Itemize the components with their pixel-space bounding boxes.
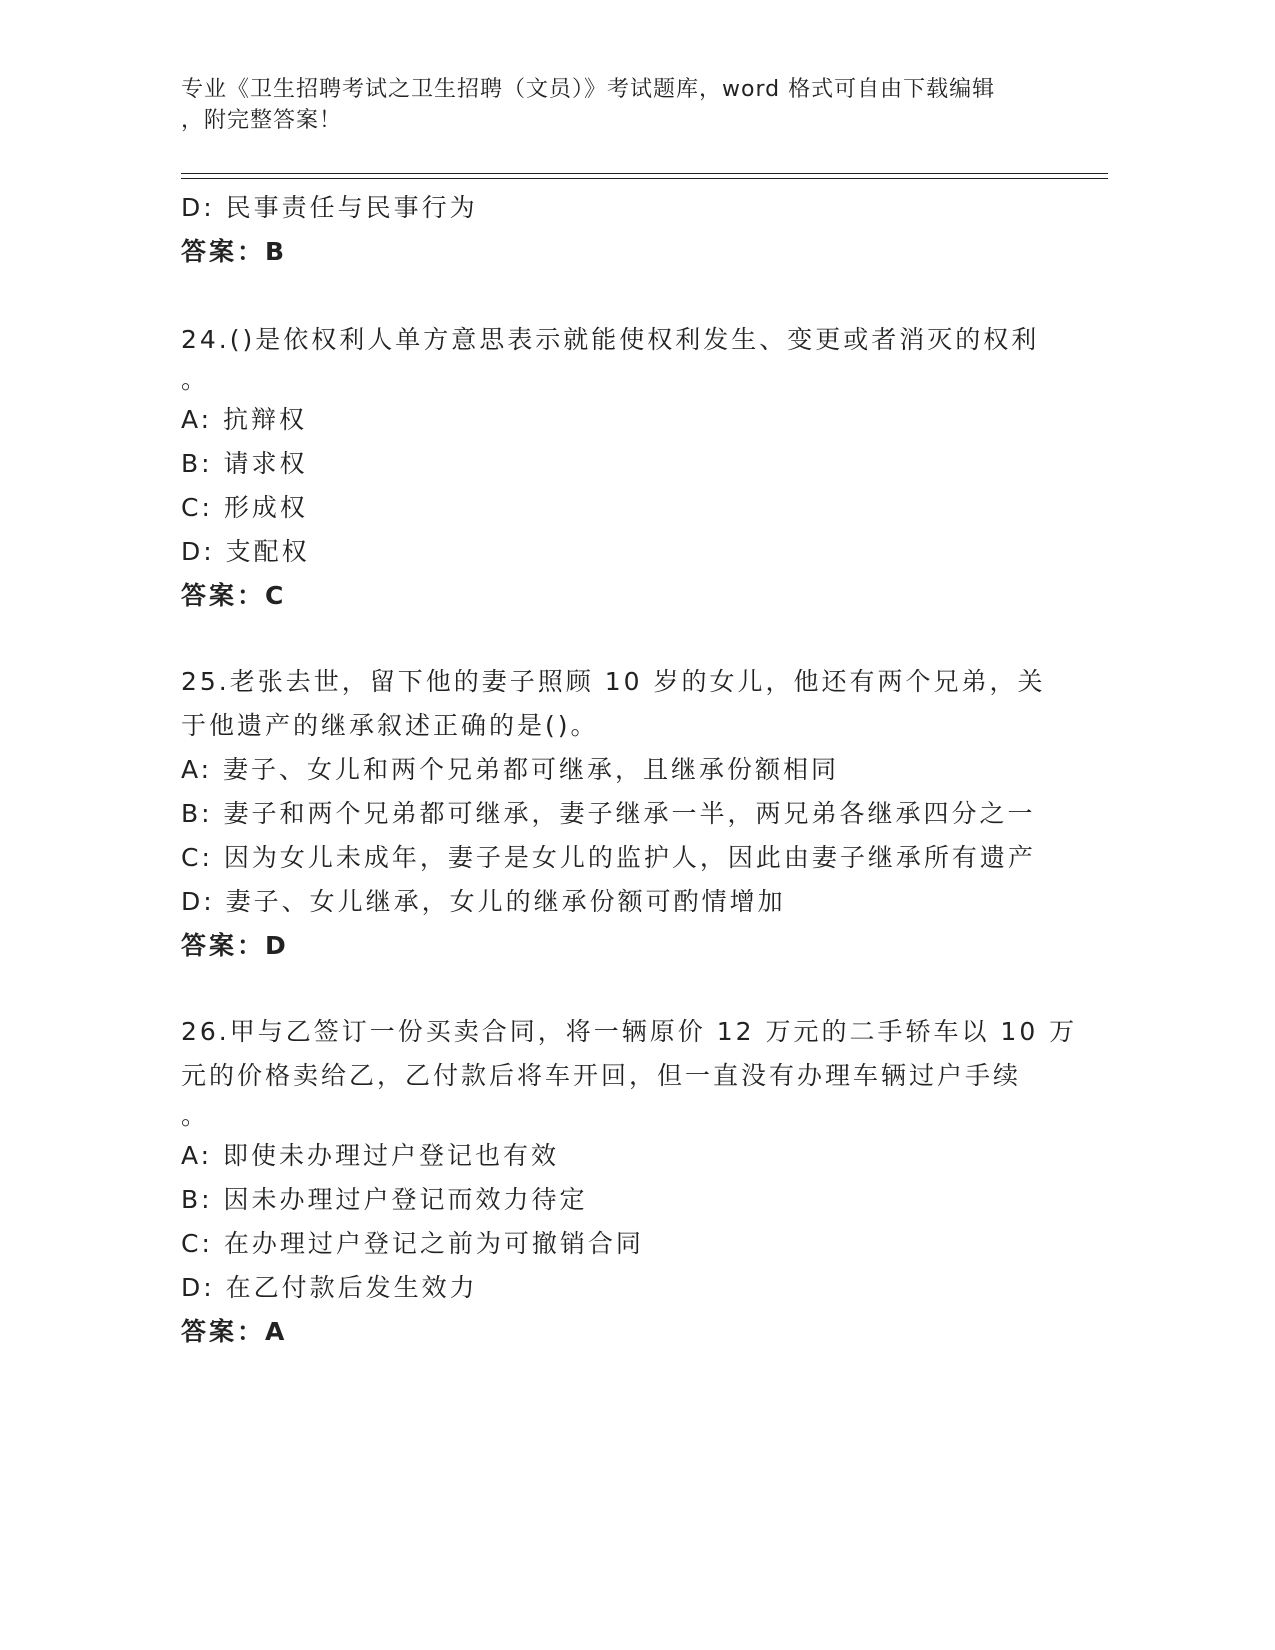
option-d: D: 在乙付款后发生效力 — [181, 1273, 478, 1302]
option-a: A: 妻子、女儿和两个兄弟都可继承，且继承份额相同 — [181, 755, 840, 784]
option-d: D: 支配权 — [181, 537, 310, 566]
option-b: B: 因未办理过户登记而效力待定 — [181, 1185, 588, 1214]
question-stem-line: 。 — [181, 1101, 210, 1130]
header-divider-bottom — [181, 178, 1108, 179]
question-stem-line: 元的价格卖给乙，乙付款后将车开回，但一直没有办理车辆过户手续 — [181, 1061, 1022, 1090]
option-b: B: 请求权 — [181, 449, 308, 478]
prev-question-answer: 答案：B — [181, 237, 288, 266]
option-a: A: 即使未办理过户登记也有效 — [181, 1141, 560, 1170]
question-list — [181, 186, 1078, 1354]
answer: 答案：C — [181, 581, 287, 610]
question-stem-line: 于他遗产的继承叙述正确的是()。 — [181, 711, 599, 740]
option-c: C: 在办理过户登记之前为可撤销合同 — [181, 1229, 644, 1258]
header-divider-top — [181, 173, 1108, 174]
prev-question-option-d: D: 民事责任与民事行为 — [181, 193, 478, 222]
question-stem-line: 25.老张去世，留下他的妻子照顾 10 岁的女儿，他还有两个兄弟，关 — [181, 667, 1046, 696]
question-26 — [181, 1010, 1078, 1354]
option-b: B: 妻子和两个兄弟都可继承，妻子继承一半，两兄弟各继承四分之一 — [181, 799, 1036, 828]
question-25 — [181, 660, 1061, 968]
header-line-2: ，附完整答案！ — [181, 108, 343, 133]
answer: 答案：D — [181, 931, 289, 960]
header-line-1: 专业《卫生招聘考试之卫生招聘（文员）》考试题库，word 格式可自由下载编辑 — [181, 77, 996, 102]
question-stem-line: 26.甲与乙签订一份买卖合同，将一辆原价 12 万元的二手轿车以 10 万 — [181, 1017, 1078, 1046]
option-c: C: 因为女儿未成年，妻子是女儿的监护人，因此由妻子继承所有遗产 — [181, 843, 1036, 872]
document-header — [181, 74, 1051, 136]
question-24 — [181, 318, 1061, 618]
option-d: D: 妻子、女儿继承，女儿的继承份额可酌情增加 — [181, 887, 786, 916]
question-stem-line: 。 — [181, 365, 210, 394]
option-c: C: 形成权 — [181, 493, 308, 522]
question-stem-line: 24.()是依权利人单方意思表示就能使权利发生、变更或者消灭的权利 — [181, 325, 1040, 354]
option-a: A: 抗辩权 — [181, 405, 308, 434]
answer: 答案：A — [181, 1317, 288, 1346]
